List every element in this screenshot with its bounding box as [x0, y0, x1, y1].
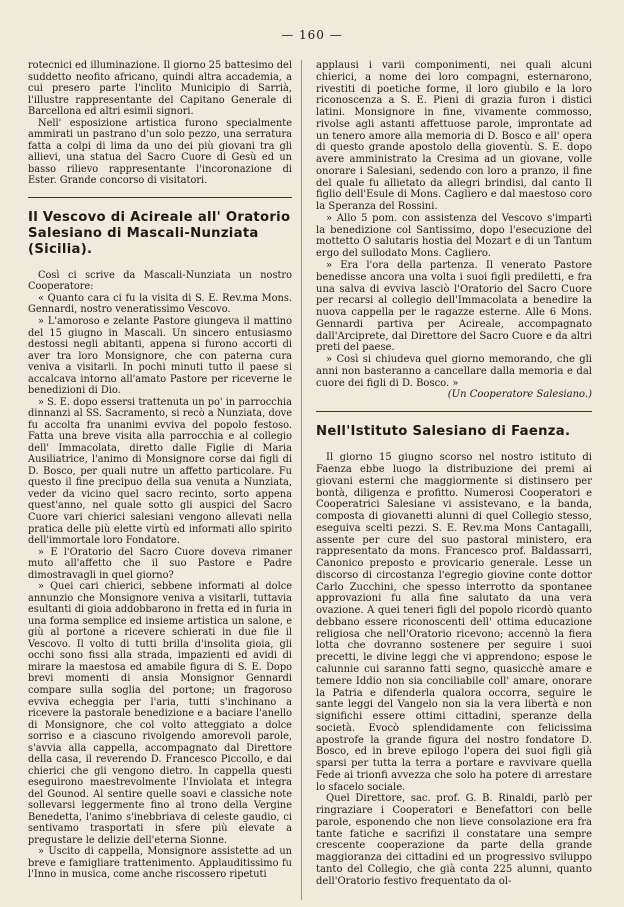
acireale-paragraph-5: » E l'Oratorio del Sacro Cuore doveva rimaner muto all'affetto che il suo Pastore e Padre dimostravagli in quel giorno? [28, 546, 292, 581]
article-title-faenza: Nell'Istituto Salesiano di Faenza. [316, 424, 571, 440]
acireale-paragraph-6: » Quei cari chierici, sebbene informati al dolce annunzio che Monsignore veniva a visitarli, tuttavia esultanti di gioia addobbarono in fretta ed in furia in una forma semplice ed insieme artistica un salone, e giù al portone a ricevere schierati in due file il Vescovo. Il volto di tutti brilla d'insolita gioia, gli occhi sono fissi alla strada, impazienti ed avidi di mirare la maestosa ed amabile figura di S. E. Dopo brevi momenti di ansia Monsignor Gennardi compare sulla soglia del portone; un fragoroso evviva echeggia per l'aria, tutti s'inchinano a ricevere la pastorale benedizione e a baciare l'anello di Monsignore, che col volto atteggiato a dolce sorriso e a ciascuno rivolgendo amorevoli parole, s'avvia alla cappella, accompagnato dal Direttore della casa, il reverendo D. Francesco Piccollo, e dai chierici che gli vengono dietro. In cappella questi eseguirono maestrevolmente l'Inviolata et integra del Gounod. Al sentire quelle soavi e classiche note sollevarsi leggermente fino al trono della Vergine Benedetta, l'animo s'inebbriava di celeste gaudio, ci sentivamo trasportati in sfere più elevate a pregustare le delizie dell'eterna Sionne. [28, 581, 292, 846]
column-separator [301, 60, 302, 900]
section-divider [28, 197, 292, 198]
acireale-paragraph-1: Così ci scrive da Mascali-Nunziata un nostro Cooperatore: [28, 269, 292, 293]
acireale-paragraph-3: » L'amoroso e zelante Pastore giungeva il mattino del 15 giugno in Mascali. Un sincero entusiasmo destossi negli abitanti, appena si furono accorti di aver tra loro Monsignore, che con paterna cura veniva a visitarli. In pochi minuti tutto il paese si accalcava intorno all'amato Pastore per riceverne le benedizioni di Dio. [28, 315, 292, 397]
left-intro-paragraph-2: Nell' esposizione artistica furono specialmente ammirati un pastrano d'un solo pezzo, una serratura fatta a colpi di lima da uno dei più giovani tra gli allievi, una statua del Sacro Cuore di Gesù ed un basso rilievo rappresentante l'incoronazione di Ester. Grande concorso di visitatori. [28, 117, 292, 187]
left-intro-paragraph-1: rotecnici ed illuminazione. Il giorno 25 battesimo del suddetto neofito africano, quindi altra accademia, a cui presero parte l'inclito Municipio di Sarrià, l'illustre rappresentante del Capitano Generale di Barcellona ed altri esimii signori. [28, 60, 292, 118]
acireale-continued-1: applausi i varii componimenti, nei quali alcuni chierici, a nome dei loro compagni, esternarono, rivestiti di poetiche forme, il loro giubilo e la loro riconoscenza a S. E. Pieni di grazia furon i distici latini. Monsignore in fine, vivamente commosso, rivolse agli astanti affettuose parole, improntate ad un tenero amore alla memoria di D. Bosco e all' opera di questo grande apostolo della gioventù. S. E. dopo avere amministrato la Cresima ad un giovane, volle onorare i Salesiani, sedendo con loro a pranzo, il fine del quale fu allietato da allegri brindisi, dal canto Il figlio dell'Esule di Mons. Cagliero e dal maestoso coro la Speranza del Rossini. [316, 60, 592, 213]
page-number: — 160 — [281, 28, 343, 42]
section-divider [316, 411, 592, 412]
acireale-continued-3: » Era l'ora della partenza. Il venerato Pastore benedisse ancora una volta i suoi figli prediletti, e fra una salva di evviva lasciò l'Oratorio del Sacro Cuore per recarsi al collegio dell'Immacolata a benedire la nuova cappella per le ragazze esterne. Alle 6 Mons. Gennardi partiva per Acireale, accompagnato dall'Arciprete, dal Direttore del Sacro Cuore e da altri preti del paese. [316, 260, 592, 354]
right-column [316, 60, 592, 888]
faenza-paragraph-2: Quel Direttore, sac. prof. G. B. Rinaldi, parlò per ringraziare i Cooperatori e Benefattori con belle parole, esponendo che non lieve consolazione era fra tante fatiche e sacrifizi il constatare una sempre crescente cooperazione da parte della grande maggioranza dei cittadini ed un progressivo sviluppo tanto del Collegio, che già conta 225 alunni, quanto dell'Oratorio festivo frequentato da ol- [316, 793, 592, 887]
acireale-paragraph-4: » S. E. dopo essersi trattenuta un po' in parrocchia dinnanzi al SS. Sacramento, si recò a Nunziata, dove fu accolta fra unanimi evviva del popolo festoso. Fatta una breve visita alla parrocchia e al collegio dell' Immacolata, diretto dalle Figlie di Maria Ausiliatrice, l'animo di Monsignore corse dai figli di D. Bosco, per quali nutre un affetto particolare. Fu questo il fine precipuo della sua venuta a Nunziata, veder da vicino quel sacro recinto, sorto appena quest'anno, nel quale sotto gli auspici del Sacro Cuore vari chierici salesiani vengono allevati nella pratica delle più elette virtù ed informati allo spirito dell'immortale loro Fondatore. [28, 396, 292, 547]
article-signoff: (Un Cooperatore Salesiano.) [447, 389, 592, 401]
article-title-acireale: Il Vescovo di Acireale all' Oratorio Salesiano di Mascali-Nunziata (Sicilia). [28, 209, 291, 257]
left-column [28, 60, 292, 881]
acireale-continued-2: » Allo 5 pom. con assistenza del Vescovo s'impartì la benedizione col Santissimo, dopo l'esecuzione del mottetto O salutaris hostia del Mozart e di un Tantum ergo del sullodato Mons. Cagliero. [316, 212, 592, 260]
acireale-paragraph-7: » Uscito di cappella, Monsignore assistette ad un breve e famigliare trattenimento. Applauditissimo fu l'Inno in musica, come anche riscossero ripetuti [28, 846, 292, 881]
acireale-paragraph-2: « Quanto cara ci fu la visita di S. E. Rev.ma Mons. Gennardi, nostro veneratissimo Vescovo. [28, 292, 292, 316]
acireale-continued-4: » Così si chiudeva quel giorno memorando, che gli anni non basteranno a cancellare dalla memoria e dal cuore dei figli di D. Bosco. » [316, 354, 592, 389]
faenza-paragraph-1: Il giorno 15 giugno scorso nel nostro istituto di Faenza ebbe luogo la distribuzione dei premi ai giovani esterni che maggiormente si distinsero per bontà, diligenza e profitto. Numerosi Cooperatori e Cooperatrici Salesiane vi assistevano, e la banda, composta di giovanetti alunni di quel Collegio stesso, eseguiva scelti pezzi. S. E. Rev.ma Mons Cantagalli, assente per cure del suo pastoral ministero, era rappresentato da mons. Francesco prof. Baldassarri, Canonico preposto e provicario generale. Lesse un discorso di circostanza l'egregio giovine conte dottor Carlo Zucchini, che spesso interrotto da spontanee approvazioni fu alla fine salutato da una vera ovazione. A quei teneri figli del popolo ricordò quanto debbano essere riconoscenti dell' ottima educazione religiosa che nell'Oratorio ricevono; accennò la fiera lotta che dovranno sostenere per seguire i suoi precetti, le divine leggi che vi apprendono; espose le calunnie cui saranno fatti segno, quasicchè amare e temere Iddio non sia conciliabile coll' amare, onorare la Patria e difenderla qualora occorra, seguire le sante leggi del Vangelo non sia la vera libertà e non significhi essere ottimi cittadini, speranze della società. Evocò splendidamente con felicissima apostrofe la grande figura del nostro fondatore D. Bosco, ed in breve epilogo l'opera dei suoi figli già sparsi per tutta la terra a portare e ravvivare quella Fede ai trionfi avvezza che solo ha potere di arrestare lo sfacelo sociale. [316, 452, 592, 793]
